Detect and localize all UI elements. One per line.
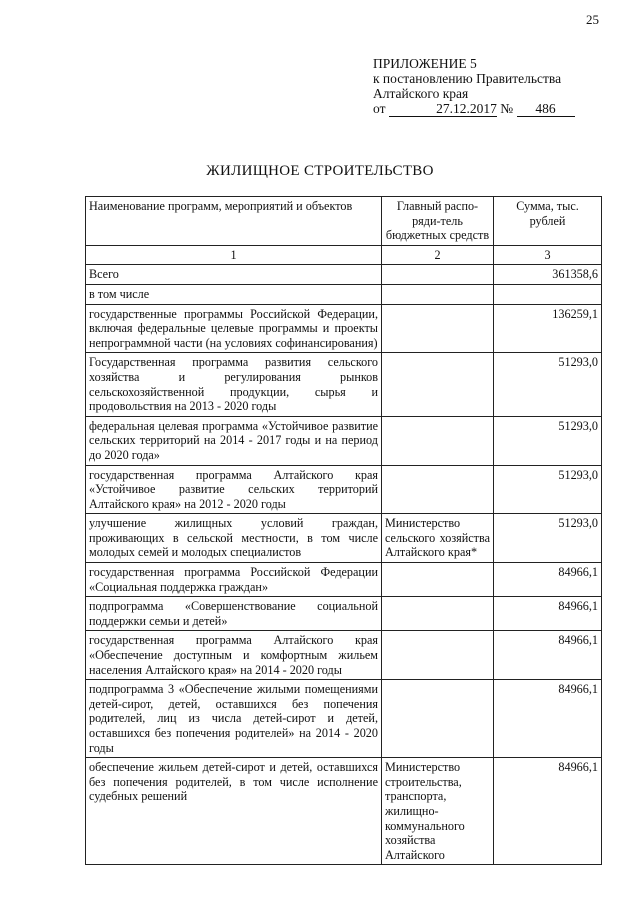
appendix-date: 27.12.2017 bbox=[389, 101, 497, 117]
row-name: подпрограмма 3 «Обеспечение жилыми помещениями детей-сирот, детей, оставшихся без попечения родителей, лиц из числа детей-сирот и детей, оставшихся без попечения родителей» на 2014 - 2020 годы bbox=[86, 680, 382, 758]
page-number: 25 bbox=[586, 12, 599, 27]
row-manager: Министерство сельского хозяйства Алтайского края* bbox=[382, 514, 494, 563]
row-manager bbox=[382, 563, 494, 597]
table-row bbox=[86, 680, 602, 758]
row-sum: 51293,0 bbox=[494, 514, 602, 563]
row-sum bbox=[494, 284, 602, 304]
row-manager bbox=[382, 680, 494, 758]
appendix-prefix: от bbox=[373, 101, 386, 116]
table-row bbox=[86, 265, 602, 285]
row-name: улучшение жилищных условий граждан, проживающих в сельской местности, в том числе молодых семей и молодых специалистов bbox=[86, 514, 382, 563]
table-row bbox=[86, 631, 602, 680]
row-sum: 84966,1 bbox=[494, 597, 602, 631]
column-number: 2 bbox=[382, 245, 494, 265]
row-sum: 51293,0 bbox=[494, 353, 602, 416]
row-sum: 84966,1 bbox=[494, 680, 602, 758]
row-sum: 84966,1 bbox=[494, 563, 602, 597]
row-sum: 361358,6 bbox=[494, 265, 602, 285]
row-manager: Министерство строительства, транспорта, жилищно-коммунального хозяйства Алтайского bbox=[382, 758, 494, 865]
row-manager bbox=[382, 304, 494, 353]
row-sum: 84966,1 bbox=[494, 631, 602, 680]
row-name: в том числе bbox=[86, 284, 382, 304]
appendix-line-3: Алтайского края bbox=[373, 86, 469, 101]
row-manager bbox=[382, 284, 494, 304]
table-row bbox=[86, 563, 602, 597]
row-name: Всего bbox=[86, 265, 382, 285]
table-row bbox=[86, 758, 602, 865]
column-number: 3 bbox=[494, 245, 602, 265]
row-name: государственная программа Российской Федерации «Социальная поддержка граждан» bbox=[86, 563, 382, 597]
appendix-header bbox=[373, 56, 575, 117]
table-row bbox=[86, 416, 602, 465]
row-manager bbox=[382, 353, 494, 416]
section-title: ЖИЛИЩНОЕ СТРОИТЕЛЬСТВО bbox=[206, 163, 434, 179]
appendix-title: ПРИЛОЖЕНИЕ 5 bbox=[373, 56, 477, 71]
header-sum: Сумма, тыс. рублей bbox=[494, 197, 602, 246]
row-sum: 51293,0 bbox=[494, 416, 602, 465]
row-manager bbox=[382, 597, 494, 631]
row-name: подпрограмма «Совершенствование социальной поддержки семьи и детей» bbox=[86, 597, 382, 631]
row-manager bbox=[382, 416, 494, 465]
budget-table bbox=[85, 196, 602, 865]
appendix-line-2: к постановлению Правительства bbox=[373, 71, 562, 86]
table-row bbox=[86, 597, 602, 631]
appendix-date-line bbox=[373, 101, 575, 117]
table-row bbox=[86, 304, 602, 353]
row-name: Государственная программа развития сельского хозяйства и регулирования рынков сельскохозяйственной продукции, сырья и продовольствия на 2013 - 2020 годы bbox=[86, 353, 382, 416]
row-manager bbox=[382, 265, 494, 285]
row-name: государственная программа Алтайского края «Обеспечение доступным и комфортным жильем населения Алтайского края» на 2014 - 2020 годы bbox=[86, 631, 382, 680]
row-manager bbox=[382, 631, 494, 680]
header-name: Наименование программ, мероприятий и объектов bbox=[86, 197, 382, 246]
appendix-number-label: № bbox=[500, 101, 514, 116]
row-sum: 136259,1 bbox=[494, 304, 602, 353]
table-row bbox=[86, 514, 602, 563]
appendix-number: 486 bbox=[517, 101, 575, 117]
table-row bbox=[86, 284, 602, 304]
column-number: 1 bbox=[86, 245, 382, 265]
row-manager bbox=[382, 465, 494, 514]
table-row bbox=[86, 465, 602, 514]
row-name: государственная программа Алтайского края «Устойчивое развитие сельских территорий Алтайского края» на 2012 - 2020 годы bbox=[86, 465, 382, 514]
row-name: обеспечение жильем детей-сирот и детей, оставшихся без попечения родителей, в том числе исполнение судебных решений bbox=[86, 758, 382, 865]
table-row bbox=[86, 353, 602, 416]
column-number-row bbox=[86, 245, 602, 265]
row-name: федеральная целевая программа «Устойчивое развитие сельских территорий на 2014 - 2017 годы и на период до 2020 года» bbox=[86, 416, 382, 465]
row-name: государственные программы Российской Федерации, включая федеральные целевые программы и проекты непрограммной части (на условиях софинансирования) bbox=[86, 304, 382, 353]
row-sum: 84966,1 bbox=[494, 758, 602, 865]
row-sum: 51293,0 bbox=[494, 465, 602, 514]
header-manager: Главный распо-ряди-тель бюджетных средств bbox=[382, 197, 494, 246]
table-header-row bbox=[86, 197, 602, 246]
